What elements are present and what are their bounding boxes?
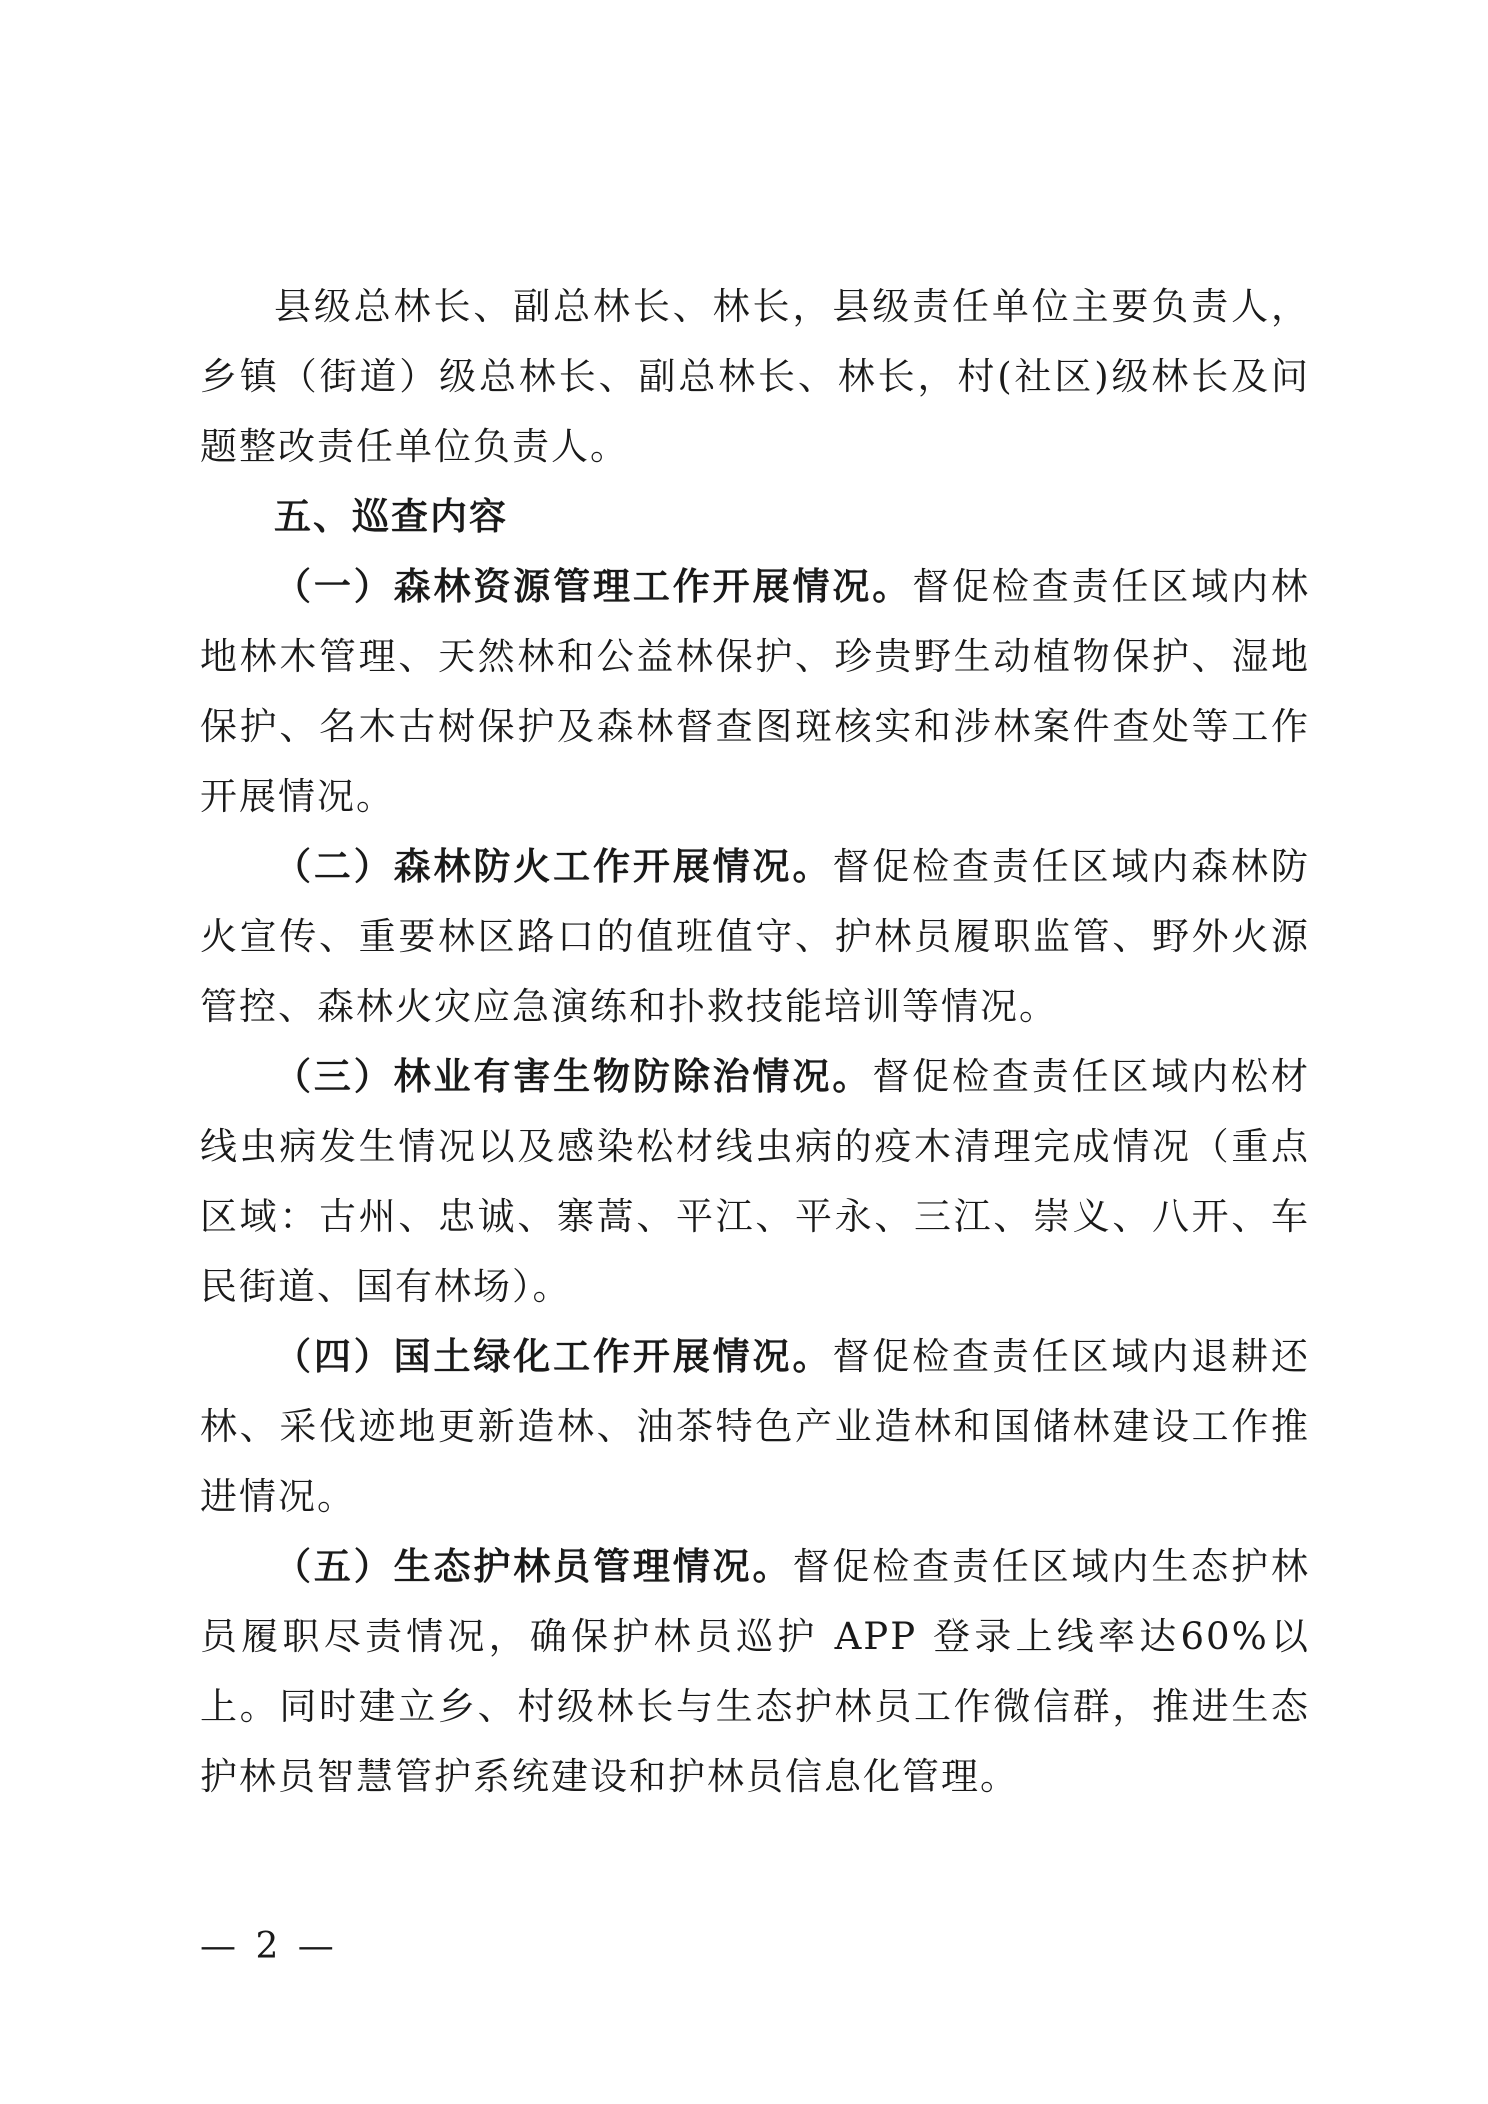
item-lead-4: （四）国土绿化工作开展情况。 [274, 1335, 833, 1378]
item-paragraph-1 [200, 552, 1310, 832]
item-body-4: 督促检查责任区域内退耕还林、采伐迹地更新造林、油茶特色产业造林和国储林建设工作推进情况。 [200, 1335, 1311, 1518]
document-body [200, 272, 1310, 1812]
intro-paragraph: 县级总林长、副总林长、林长，县级责任单位主要负责人，乡镇（街道）级总林长、副总林长、林长，村(社区)级林长及问题整改责任单位负责人。 [200, 285, 1310, 468]
item-lead-3: （三）林业有害生物防除治情况。 [274, 1055, 873, 1098]
item-paragraph-5 [200, 1532, 1310, 1812]
item-lead-1: （一）森林资源管理工作开展情况。 [274, 565, 913, 608]
item-lead-2: （二）森林防火工作开展情况。 [274, 845, 833, 888]
item-body-1: 督促检查责任区域内林地林木管理、天然林和公益林保护、珍贵野生动植物保护、湿地保护、名木古树保护及森林督查图斑核实和涉林案件查处等工作开展情况。 [200, 565, 1311, 818]
item-body-3: 督促检查责任区域内松材线虫病发生情况以及感染松材线虫病的疫木清理完成情况（重点区域：古州、忠诚、寨蒿、平江、平永、三江、崇义、八开、车民街道、国有林场）。 [200, 1055, 1311, 1308]
section-heading: 五、巡查内容 [274, 495, 508, 538]
item-lead-5: （五）生态护林员管理情况。 [274, 1545, 793, 1588]
item-paragraph-2 [200, 832, 1310, 1042]
item-paragraph-3 [200, 1042, 1310, 1322]
item-paragraph-4 [200, 1322, 1310, 1532]
item-body-5: 督促检查责任区域内生态护林员履职尽责情况，确保护林员巡护 APP 登录上线率达60%以上。同时建立乡、村级林长与生态护林员工作微信群，推进生态护林员智慧管护系统建设和护林员信息化管理。 [200, 1545, 1311, 1798]
page-number: — 2 — [200, 1926, 338, 1967]
item-body-2: 督促检查责任区域内森林防火宣传、重要林区路口的值班值守、护林员履职监管、野外火源管控、森林火灾应急演练和扑救技能培训等情况。 [200, 845, 1311, 1028]
